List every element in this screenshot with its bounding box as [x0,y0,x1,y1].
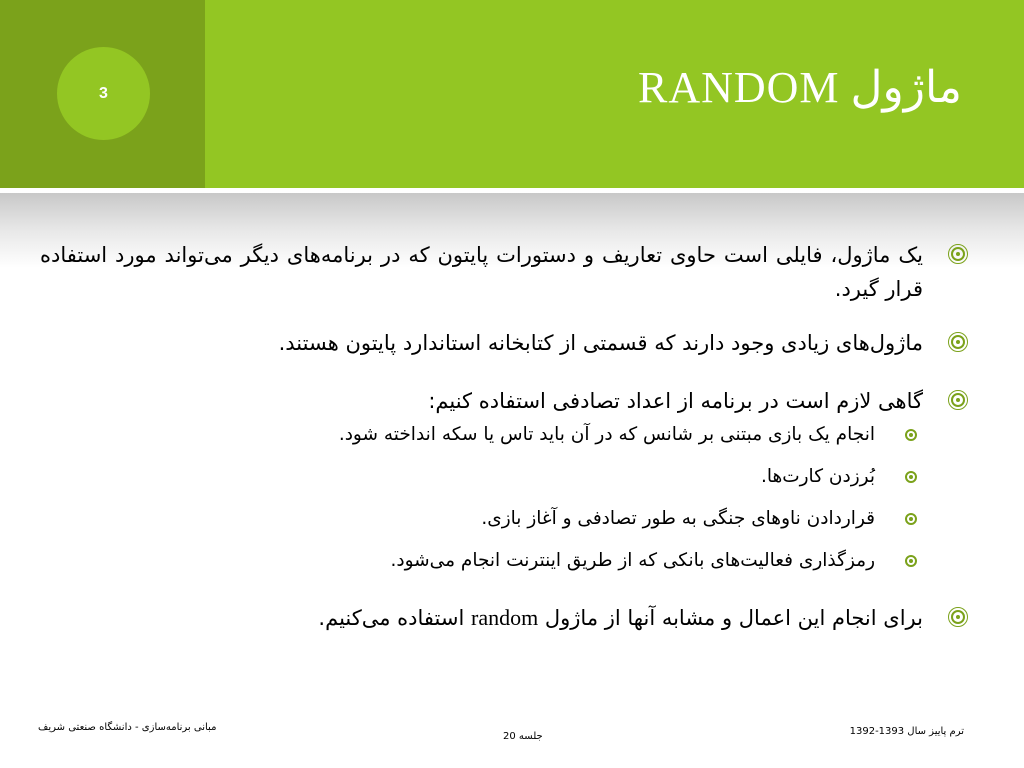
bullet-item [40,238,975,306]
ring-bullet-icon [905,429,917,441]
slide-title: ماژول RANDOM [637,63,962,112]
slide-content [40,238,975,635]
bullet-text: گاهی لازم است در برنامه از اعداد تصادفی استفاده کنیم: [428,389,923,413]
target-bullet-icon [951,610,965,624]
sub-bullet-text: رمزگذاری فعالیت‌های بانکی که از طریق اینترنت انجام می‌شود. [390,550,875,571]
bullet-item [40,384,975,418]
bullet-text: ماژول‌های زیادی وجود دارند که قسمتی از کتابخانه استاندارد پایتون هستند. [278,331,923,355]
target-bullet-icon [951,247,965,261]
bullet-text: یک ماژول، فایلی است حاوی تعاریف و دستورات پایتون که در برنامه‌های دیگر می‌تواند مورد استفاده قرار گیرد. [40,243,923,301]
footer-term: ترم پاییز سال 1393-1392 [849,726,964,737]
sub-bullet-text: قراردادن ناوهای جنگی به طور تصادفی و آغاز بازی. [481,508,875,529]
target-bullet-icon [951,393,965,407]
ring-bullet-icon [905,513,917,525]
bullet-item [40,326,975,360]
target-bullet-icon [951,335,965,349]
bullet-item [40,601,975,635]
ring-bullet-icon [905,471,917,483]
sub-bullet-item [40,462,975,492]
random-keyword: random [471,605,539,630]
bullet-text-before: برای انجام این اعمال و مشابه آنها از ماژول [538,606,923,630]
sub-bullet-item [40,420,975,450]
sub-bullet-item [40,504,975,534]
sub-bullet-text: انجام یک بازی مبتنی بر شانس که در آن باید تاس یا سکه انداخته شود. [338,424,875,445]
footer-course: مبانی برنامه‌سازی - دانشگاه صنعتی شریف [38,722,217,733]
footer-session: جلسه 20 [503,731,543,742]
sub-bullet-text: بُرزدن کارت‌ها. [760,466,875,487]
sub-bullet-item [40,546,975,576]
page-number-badge: 3 [57,47,150,140]
bullet-text-after: استفاده می‌کنیم. [318,606,471,630]
ring-bullet-icon [905,555,917,567]
